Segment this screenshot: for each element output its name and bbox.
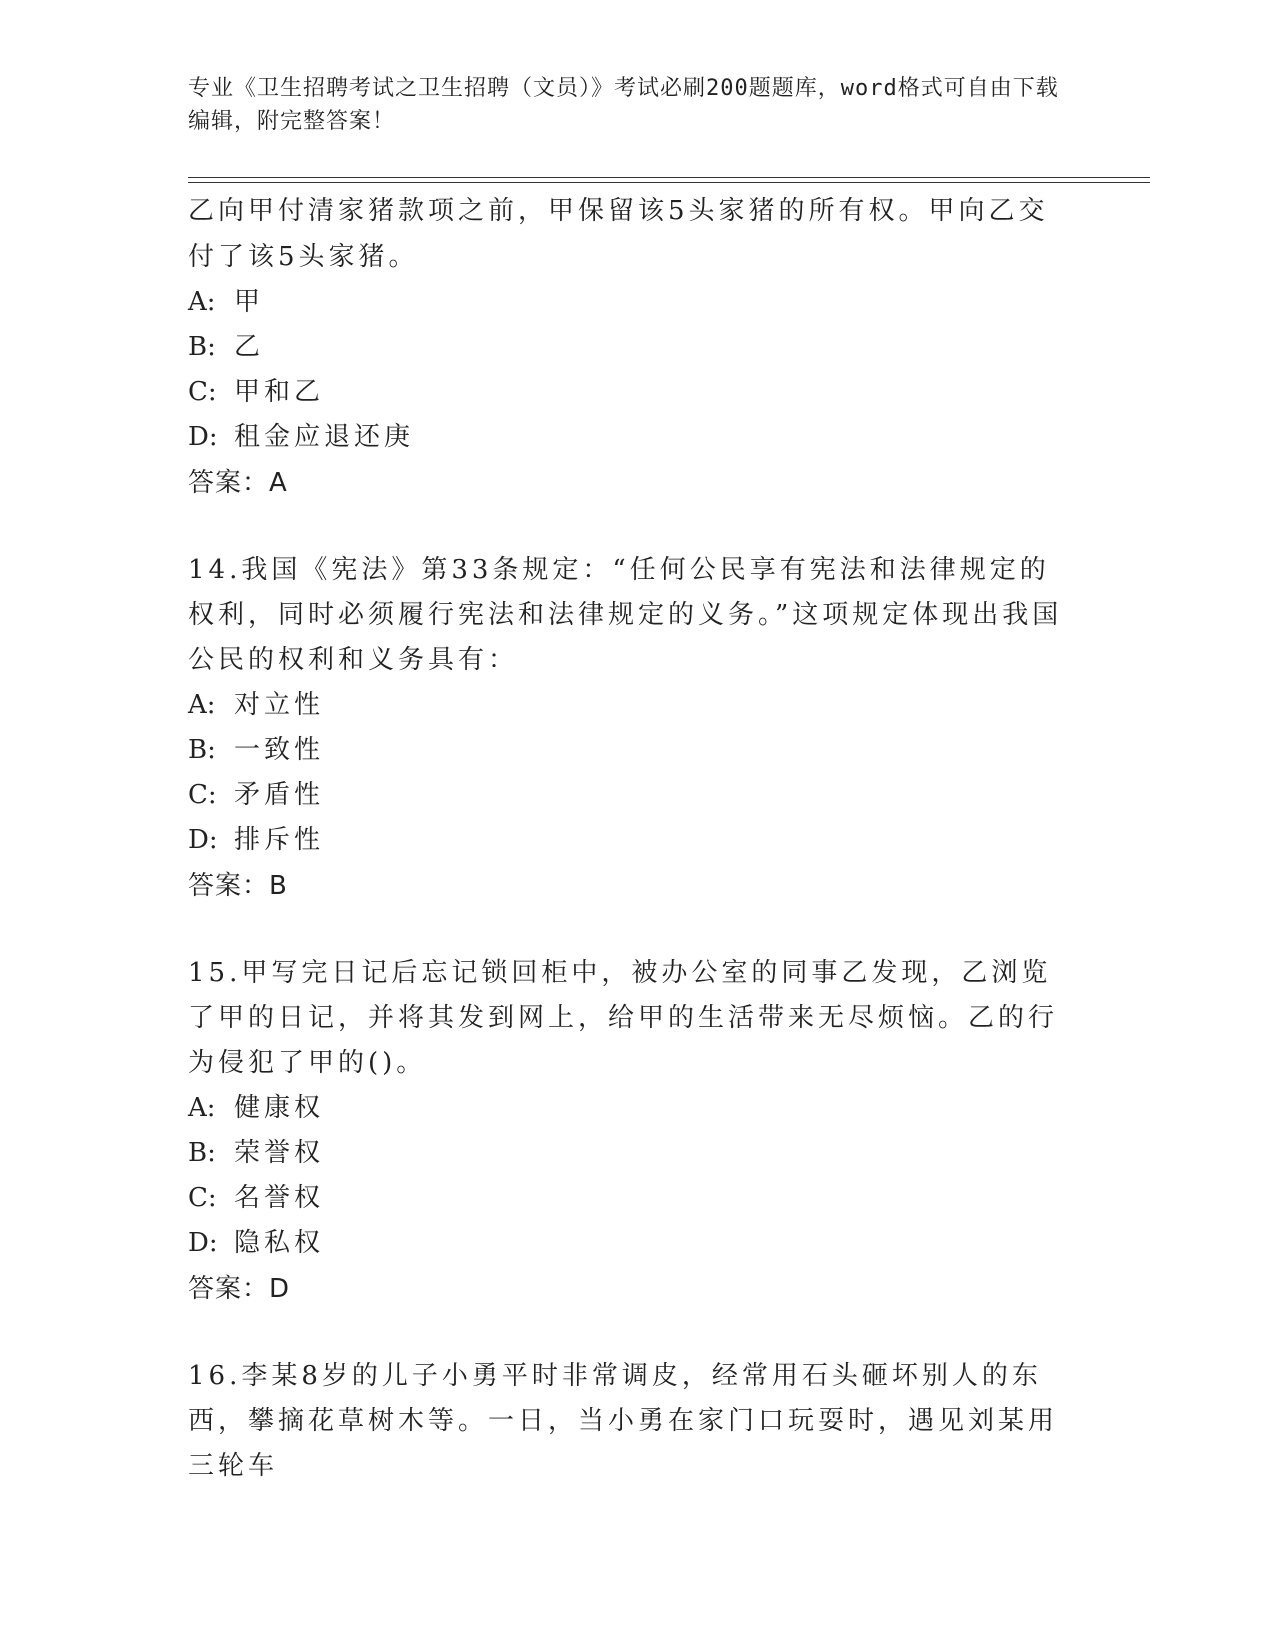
question-15-option-a xyxy=(188,1086,1068,1131)
option-text: 名誉权 xyxy=(234,1183,325,1213)
option-text: 健康权 xyxy=(234,1093,325,1123)
question-13-option-d xyxy=(188,415,1068,460)
option-text: 甲 xyxy=(234,287,265,317)
question-15-answer: 答案：D xyxy=(188,1274,291,1304)
header-rule-top xyxy=(188,177,1150,178)
option-text: 租金应退还庚 xyxy=(234,422,415,452)
option-text: 矛盾性 xyxy=(234,780,325,810)
option-label: A: xyxy=(188,287,216,317)
option-label: A: xyxy=(188,690,216,720)
option-text: 荣誉权 xyxy=(234,1138,325,1168)
question-15-option-d xyxy=(188,1221,1068,1266)
question-16-stem: 16.李某8岁的儿子小勇平时非常调皮，经常用石头砸坏别人的东西，攀摘花草树木等。一日，当小勇在家门口玩耍时，遇见刘某用三轮车 xyxy=(188,1361,1059,1481)
option-label: C: xyxy=(188,1183,217,1213)
option-text: 甲和乙 xyxy=(234,377,325,407)
option-label: B: xyxy=(188,1138,216,1168)
question-14-stem: 14.我国《宪法》第33条规定：“任何公民享有宪法和法律规定的权利，同时必须履行宪法和法律规定的义务。”这项规定体现出我国公民的权利和义务具有： xyxy=(188,555,1063,675)
question-14-option-c xyxy=(188,773,1068,818)
question-13-option-b xyxy=(188,325,1068,370)
option-text: 乙 xyxy=(234,332,265,362)
question-13-answer: 答案：A xyxy=(188,468,288,498)
document-header: 专业《卫生招聘考试之卫生招聘（文员）》考试必刷200题题库，word格式可自由下载编辑，附完整答案！ xyxy=(188,76,1059,134)
option-text: 对立性 xyxy=(234,690,325,720)
option-text: 隐私权 xyxy=(234,1228,325,1258)
question-14-option-a xyxy=(188,683,1068,728)
option-label: D: xyxy=(188,825,218,855)
question-13-option-c xyxy=(188,370,1068,415)
question-13-option-a xyxy=(188,280,1068,325)
question-14-option-b xyxy=(188,728,1068,773)
question-15-stem: 15.甲写完日记后忘记锁回柜中，被办公室的同事乙发现，乙浏览了甲的日记，并将其发到网上，给甲的生活带来无尽烦恼。乙的行为侵犯了甲的()。 xyxy=(188,958,1059,1078)
option-label: A: xyxy=(188,1093,216,1123)
option-label: C: xyxy=(188,780,217,810)
option-text: 一致性 xyxy=(234,735,325,765)
option-label: D: xyxy=(188,422,218,452)
question-14-option-d xyxy=(188,818,1068,863)
header-rule-bottom xyxy=(188,182,1150,183)
question-14-answer: 答案：B xyxy=(188,871,288,901)
option-label: D: xyxy=(188,1228,218,1258)
option-label: B: xyxy=(188,332,216,362)
option-label: B: xyxy=(188,735,216,765)
option-text: 排斥性 xyxy=(234,825,325,855)
document-body xyxy=(188,188,1068,1489)
option-label: C: xyxy=(188,377,217,407)
question-15-option-c xyxy=(188,1176,1068,1221)
question-15-option-b xyxy=(188,1131,1068,1176)
question-13-continuation: 乙向甲付清家猪款项之前，甲保留该5头家猪的所有权。甲向乙交付了该5头家猪。 xyxy=(188,196,1049,272)
